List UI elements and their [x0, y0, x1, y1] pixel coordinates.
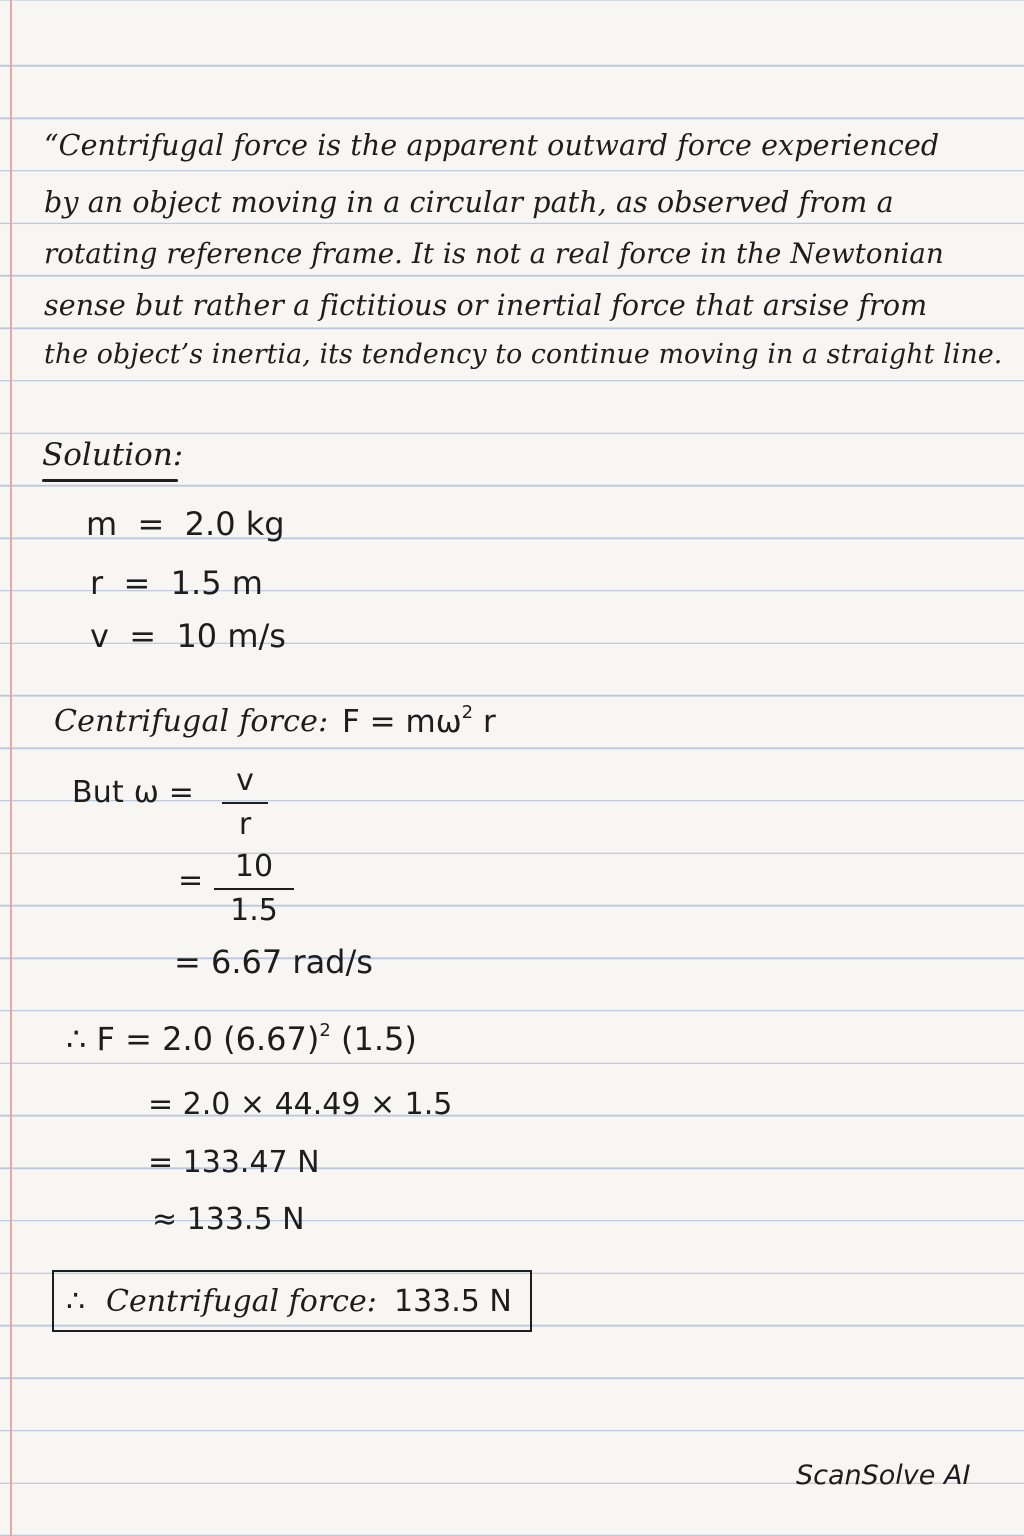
formula-tail: r	[473, 704, 496, 740]
force-substitution-suffix: (1.5)	[330, 1020, 417, 1058]
paragraph-line-2: by an object moving in a circular path, as observed from a	[44, 186, 894, 219]
final-answer-value: 133.5 N	[394, 1284, 512, 1319]
substitution-numerator: 10	[234, 849, 274, 884]
therefore-symbol: ∴	[66, 1284, 86, 1319]
final-answer-label: Centrifugal force:	[106, 1284, 377, 1319]
margin-line	[10, 0, 12, 1536]
formula-label: Centrifugal force:	[54, 704, 329, 739]
formula-lhs: F = mω	[342, 704, 462, 740]
step-product: = 2.0 × 44.49 × 1.5	[148, 1087, 453, 1122]
given-mass: m = 2.0 kg	[86, 505, 285, 543]
given-velocity: v = 10 m/s	[90, 617, 286, 655]
formula-expression	[342, 702, 496, 740]
solution-underline	[42, 479, 178, 482]
paragraph-line-4: sense but rather a fictitious or inertial force that arsise from	[44, 289, 928, 322]
omega-fraction-bar	[222, 802, 268, 804]
omega-fraction	[222, 763, 268, 842]
given-radius: r = 1.5 m	[90, 564, 263, 602]
paragraph-line-1: “Centrifugal force is the apparent outward force experienced	[44, 129, 940, 162]
substitution-denominator: 1.5	[230, 893, 278, 928]
brand-signature: ScanSolve AI	[796, 1460, 971, 1491]
step-exact-value: = 133.47 N	[148, 1145, 320, 1180]
substitution-equals: =	[178, 863, 204, 898]
solution-heading: Solution:	[42, 437, 184, 473]
substitution-fraction	[214, 849, 294, 928]
force-substitution-exponent: 2	[319, 1020, 331, 1041]
force-substitution	[66, 1020, 417, 1058]
omega-fraction-denominator: r	[238, 807, 252, 842]
omega-fraction-numerator: v	[236, 763, 254, 798]
final-answer-box	[52, 1270, 532, 1332]
force-substitution-prefix: ∴ F = 2.0 (6.67)	[66, 1020, 320, 1058]
paragraph-line-5: the object’s inertia, its tendency to continue moving in a straight line.	[44, 339, 1003, 370]
substitution-bar	[214, 888, 294, 890]
step-rounded-value: ≈ 133.5 N	[152, 1202, 305, 1237]
but-omega-label: But ω =	[72, 775, 195, 810]
formula-exponent: 2	[461, 702, 474, 723]
paragraph-line-3: rotating reference frame. It is not a real force in the Newtonian	[44, 237, 944, 270]
omega-result: = 6.67 rad/s	[174, 943, 373, 981]
